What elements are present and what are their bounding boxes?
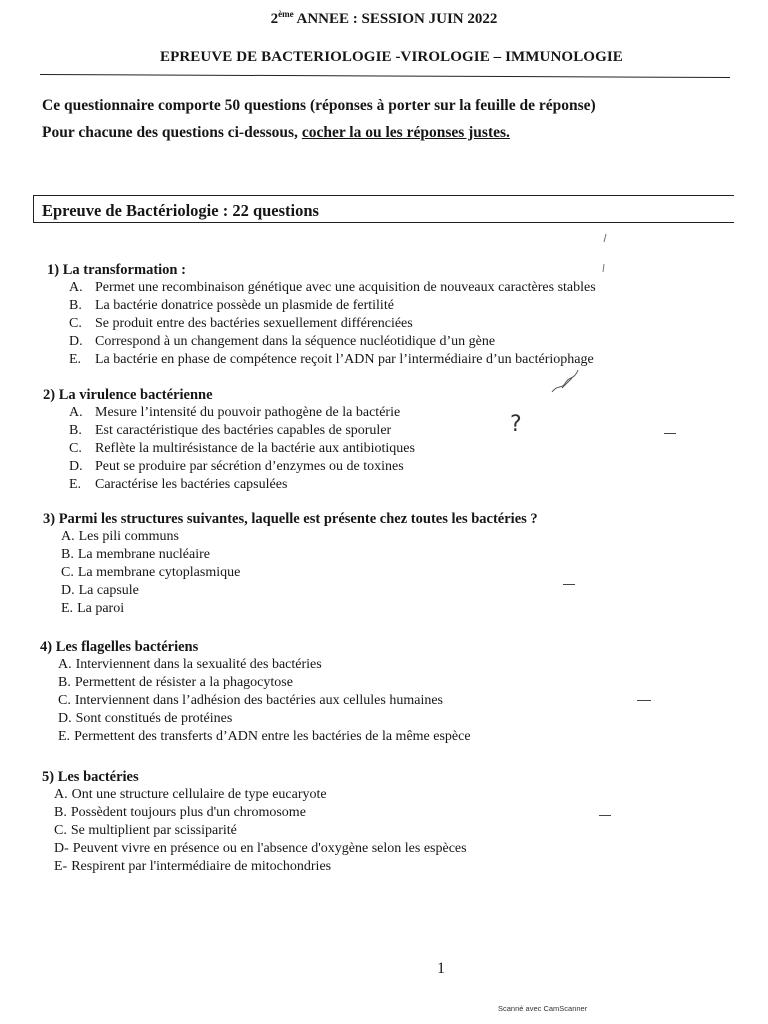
question-3 [43,510,538,618]
intro-line-2-text: Pour chacune des questions ci-dessous, [42,124,302,141]
session-heading: 2ème ANNEE : SESSION JUIN 2022 [270,9,498,27]
option-d[interactable]: D- Peuvent vivre en présence ou en l'absence d'oxygène selon les espèces [54,841,467,856]
option-a[interactable]: A. Interviennent dans la sexualité des bactéries [58,657,322,672]
option-e[interactable]: E. La paroi [61,601,125,616]
intro-line-2-instruction: cocher la ou les réponses justes. [301,124,510,141]
question-title: 1) La transformation : [47,262,186,278]
option-a[interactable]: A. Mesure l’intensité du pouvoir pathogène de la bactérie [69,405,401,420]
handwritten-dash [563,584,575,585]
intro-line-2 [42,124,510,142]
question-title: 4) Les flagelles bactériens [40,639,199,655]
exam-title: EPREUVE DE BACTERIOLOGIE -VIROLOGIE – IMMUNOLOGIE [160,49,623,65]
handwritten-dash [599,815,611,816]
option-c[interactable]: C. Interviennent dans l’adhésion des bactéries aux cellules humaines [58,693,443,708]
question-title: 3) Parmi les structures suivantes, laquelle est présente chez toutes les bactéries ? [43,511,538,527]
handwritten-dash [637,700,651,701]
option-e[interactable]: E- Respirent par l'intermédiaire de mitochondries [54,859,332,874]
option-a[interactable]: A. Les pili communs [61,529,179,544]
handwritten-scribble [548,360,588,400]
option-c[interactable]: C. La membrane cytoplasmique [61,565,241,580]
question-2 [43,386,415,494]
scanner-watermark: Scanné avec CamScanner [498,1004,588,1013]
option-e[interactable]: E. Permettent des transferts d’ADN entre les bactéries de la même espèce [58,729,471,744]
option-b[interactable]: B. Possèdent toujours plus d'un chromosome [54,805,306,820]
question-title: 2) La virulence bactérienne [43,387,213,403]
option-c[interactable]: C. Reflète la multirésistance de la bactérie aux antibiotiques [69,441,415,456]
option-d[interactable]: D. Correspond à un changement dans la séquence nucléotidique d’un gène [69,334,496,349]
option-b[interactable]: B. La membrane nucléaire [61,547,210,562]
option-e[interactable]: E. Caractérise les bactéries capsulées [69,477,288,492]
option-b[interactable]: B. La bactérie donatrice possède un plasmide de fertilité [69,298,394,313]
option-c[interactable]: C. Se multiplient par scissiparité [54,823,237,838]
option-b[interactable]: B. Permettent de résister a la phagocytose [58,675,293,690]
option-c[interactable]: C. Se produit entre des bactéries sexuellement différenciées [69,316,413,331]
option-a[interactable]: A. Ont une structure cellulaire de type eucaryote [54,787,327,802]
question-1 [47,261,596,369]
handwritten-dash [664,433,676,434]
intro-line-1: Ce questionnaire comporte 50 questions (réponses à porter sur la feuille de réponse) [42,97,596,114]
handwritten-question-mark: ? [510,412,522,437]
section-title: Epreuve de Bactériologie : 22 questions [42,201,319,220]
option-d[interactable]: D. Sont constitués de protéines [58,711,233,726]
option-a[interactable]: A. Permet une recombinaison génétique avec une acquisition de nouveaux caractères stables [69,280,596,295]
handwritten-tick-marks [600,230,612,278]
option-d[interactable]: D. La capsule [61,583,139,598]
question-title: 5) Les bactéries [42,769,139,785]
option-e[interactable]: E. La bactérie en phase de compétence reçoit l’ADN par l’intermédiaire d’un bactériophage [69,352,594,367]
option-d[interactable]: D. Peut se produire par sécrétion d’enzymes ou de toxines [69,459,404,474]
question-5 [42,768,467,876]
option-b[interactable]: B. Est caractéristique des bactéries capables de sporuler [69,423,392,438]
question-4 [40,638,471,746]
page-number: 1 [437,960,445,977]
header-divider [40,74,730,78]
